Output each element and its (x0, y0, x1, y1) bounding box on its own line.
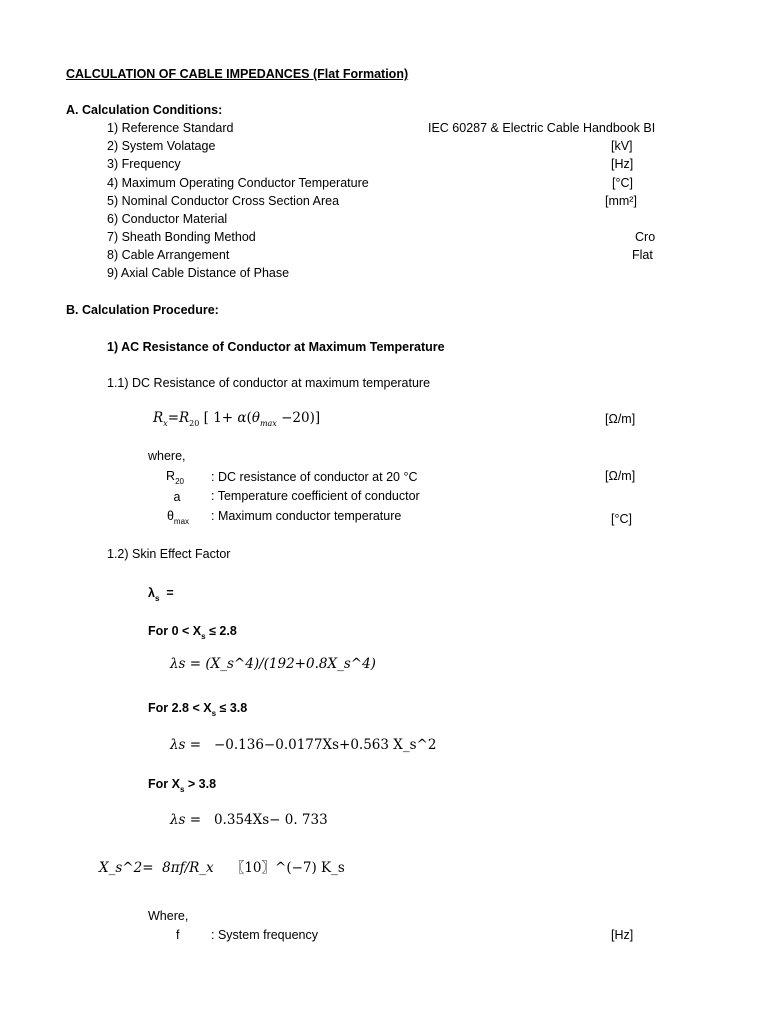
condition-label-4: 4) Maximum Operating Conductor Temperature (107, 176, 369, 190)
case-1-equation: λs = (X_s^4)/(192+0.8X_s^4) (170, 656, 376, 672)
step-1-heading: 1) AC Resistance of Conductor at Maximum Temperature (107, 340, 445, 354)
section-a-heading: A. Calculation Conditions: (66, 103, 223, 117)
step-1-1-heading: 1.1) DC Resistance of conductor at maximum temperature (107, 376, 431, 390)
definition-frequency: : System frequency (211, 928, 318, 942)
case-3-equation: λs = 0.354Xs− 0. 733 (170, 812, 328, 828)
condition-value-1: IEC 60287 & Electric Cable Handbook BI (428, 121, 656, 135)
definition-r20: : DC resistance of conductor at 20 °C (211, 470, 418, 484)
definition-theta-max: : Maximum conductor temperature (211, 509, 402, 523)
condition-label-5: 5) Nominal Conductor Cross Section Area (107, 194, 340, 208)
condition-value-2: [kV] (611, 139, 633, 153)
where-label-1: where, (148, 449, 186, 463)
condition-value-8: Flat (632, 248, 653, 262)
case-3-condition: For $X_s > 3.8$ (148, 777, 217, 794)
dc-resistance-equation-unit: [Ω/m] (605, 412, 636, 426)
definition-frequency-unit: [Hz] (611, 928, 634, 942)
condition-label-9: 9) Axial Cable Distance of Phase (107, 266, 290, 280)
definition-alpha: : Temperature coefficient of conductor (211, 489, 420, 503)
symbol-f: f (176, 928, 180, 942)
where-label-2: Where, (148, 909, 189, 923)
case-2-equation: λs = −0.136−0.0177Xs+0.563 X_s^2 (170, 737, 437, 753)
condition-value-5: [mm²] (605, 194, 637, 208)
case-1-condition: For $0 < X_s \le 2.8$ (148, 624, 237, 641)
lambda-s-line: $\lambda_s$ = (148, 586, 174, 603)
condition-label-2: 2) System Volatage (107, 139, 216, 153)
condition-label-6: 6) Conductor Material (107, 212, 228, 226)
condition-label-3: 3) Frequency (107, 157, 181, 171)
condition-label-8: 8) Cable Arrangement (107, 248, 230, 262)
condition-value-3: [Hz] (611, 157, 634, 171)
dc-resistance-equation: $R_x=R_{20}$ [ $1+ \alpha(\theta_{max} -20)$] (153, 410, 321, 428)
symbol-theta-max: $\theta_{max}$ (166, 509, 190, 526)
condition-value-7: Cro (635, 230, 656, 244)
xs-squared-equation: X_s^2= 8πf/R_x 〖10〗^(−7) K_s (99, 860, 345, 876)
condition-label-7: 7) Sheath Bonding Method (107, 230, 256, 244)
definition-r20-unit: [Ω/m] (605, 469, 636, 483)
step-1-2-heading: 1.2) Skin Effect Factor (107, 547, 231, 561)
condition-value-4: [°C] (612, 176, 633, 190)
document-title: CALCULATION OF CABLE IMPEDANCES (Flat Formation) (66, 67, 409, 81)
symbol-r20: $R_{20}$ (166, 469, 184, 486)
case-2-condition: For $2.8 < X_s \le 3.8$ (148, 701, 248, 718)
section-b-heading: B. Calculation Procedure: (66, 303, 219, 317)
symbol-alpha: a (173, 490, 181, 504)
condition-label-1: 1) Reference Standard (107, 121, 234, 135)
definition-theta-max-unit: [°C] (611, 512, 632, 526)
